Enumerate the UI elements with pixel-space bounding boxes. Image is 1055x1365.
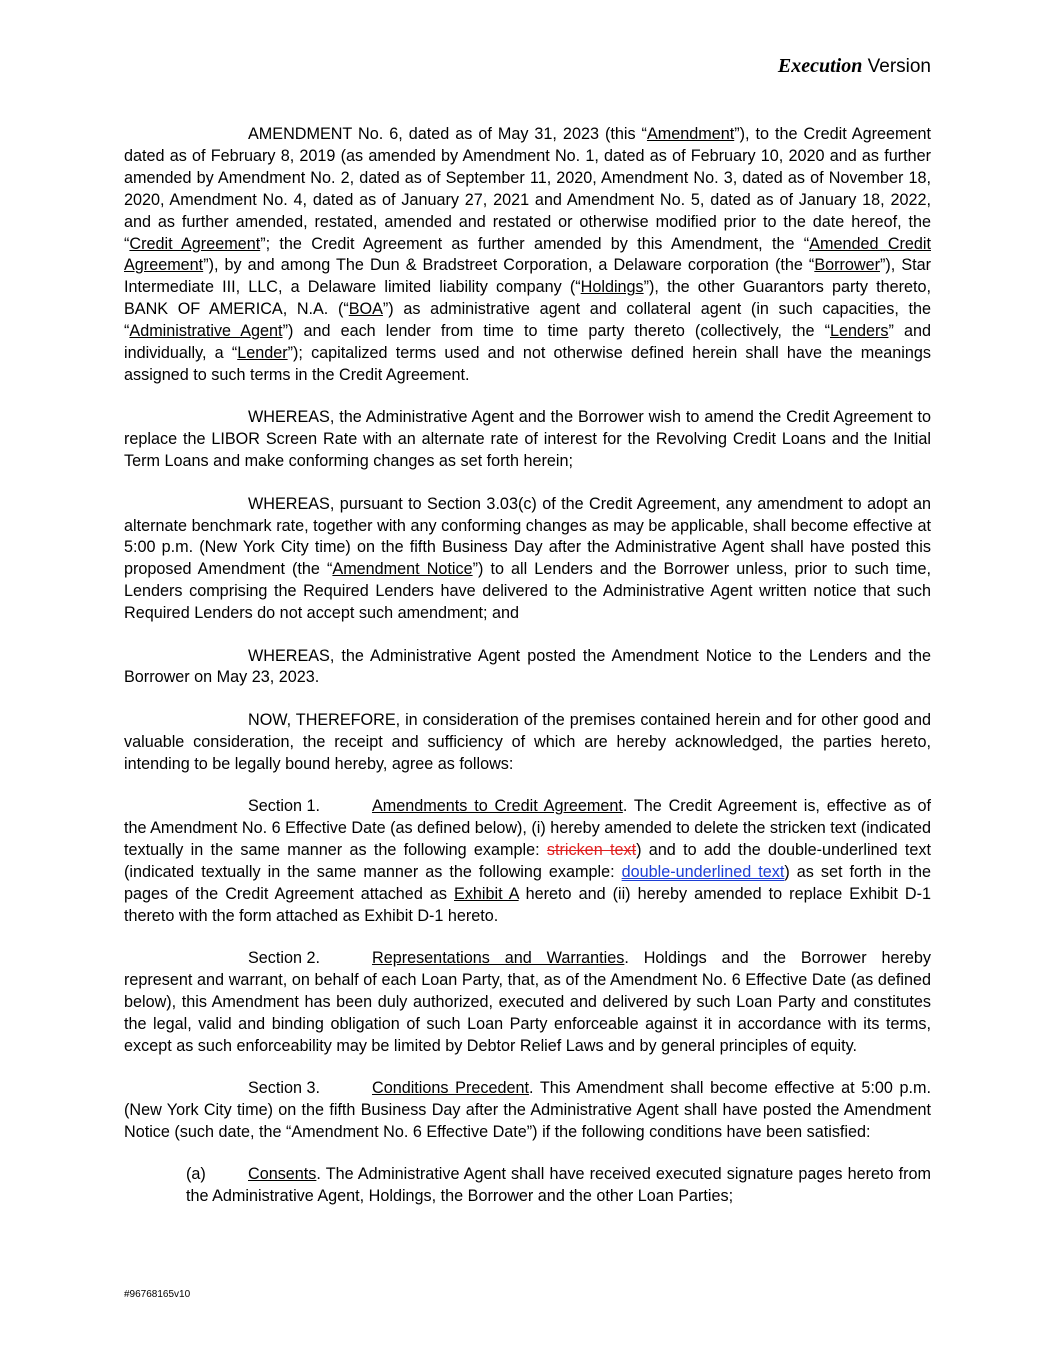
document-id-footer: #96768165v10 — [124, 1289, 191, 1300]
subsection-text: . The Administrative Agent shall have received executed signature pages hereto from the Administrative Agent, Holdings, the Borrower and the other Loan Parties; — [186, 1165, 931, 1206]
version-header-bold: Execution — [777, 55, 863, 77]
exhibit-a-reference: Exhibit A — [453, 884, 519, 903]
section-text: . The Credit Agreement is, effective as of the Amendment No. 6 Effective Date (as defined below), (i) hereby amended to delete the stricken text (indicated textually in the same manner as the following example: — [124, 797, 931, 859]
section-text: . This Amendment shall become effective at 5:00 p.m. (New York City time) on the fifth Business Day after the Administrative Agent shall have posted the Amendment Notice (such date, the “Amendment No. 6 Effective Date”) if the following conditions have been satisfied: — [124, 1079, 931, 1141]
version-header — [778, 55, 931, 78]
intro-text: ”; the Credit Agreement as further amended by this Amendment, the “ — [260, 234, 810, 253]
whereas-text: WHEREAS, pursuant to Section 3.03(c) of the Credit Agreement, any amendment to adopt an alternate benchmark rate, together with any conforming changes as may be applicable, shall become effective at 5:00 p.m. (New York City time) on the fifth Business Day after the Administrative Agent shall have posted this proposed Amendment (the “ — [124, 494, 931, 579]
defined-term-borrower: Borrower — [814, 256, 880, 275]
section-heading: Amendments to Credit Agreement — [372, 797, 623, 816]
section-text: hereto and (ii) hereby amended to replace Exhibit D-1 thereto with the form attached as Exhibit D-1 hereto. — [124, 884, 931, 925]
section-text: ) as set forth in the pages of the Credit Agreement attached as — [124, 862, 931, 903]
now-therefore-paragraph: NOW, THEREFORE, in consideration of the premises contained herein and for other good and valuable consideration, the receipt and sufficiency of which are hereby acknowledged, the parties hereto, intending to be legally bound hereby, agree as follows: — [124, 710, 931, 773]
subsection-a-paragraph — [124, 1164, 931, 1208]
intro-paragraph — [124, 124, 931, 387]
section-2-paragraph — [124, 948, 931, 1058]
defined-term-boa: BOA — [348, 300, 383, 319]
defined-term-administrative-agent: Administrative Agent — [129, 322, 283, 341]
whereas-paragraph-3: WHEREAS, the Administrative Agent posted the Amendment Notice to the Lenders and the Borrower on May 23, 2023. — [124, 646, 931, 687]
defined-term-amendment: Amendment — [646, 125, 735, 143]
defined-term-holdings: Holdings — [580, 278, 644, 297]
intro-text: ” and individually, a “ — [124, 322, 931, 363]
whereas-text: ”) to all Lenders and the Borrower unless, prior to such time, Lenders comprising the Required Lenders have delivered to the Administrative Agent written notice that such Required Lenders do not accept such amendment; and — [124, 560, 931, 623]
section-number: Section 1. — [248, 797, 320, 816]
section-text: ) and to add the double-underlined text (indicated textually in the same manner as the following example: — [124, 840, 931, 881]
intro-text: ”), by and among The Dun & Bradstreet Corporation, a Delaware corporation (the “ — [203, 256, 815, 275]
intro-text: ”); capitalized terms used and not otherwise defined herein shall have the meanings assigned to such terms in the Credit Agreement. — [124, 344, 931, 384]
section-number: Section 3. — [248, 1079, 320, 1098]
intro-text: ”), Star Intermediate III, LLC, a Delaware limited liability company (“ — [124, 256, 932, 297]
document-body — [124, 124, 931, 1229]
defined-term-credit-agreement: Credit Agreement — [129, 234, 261, 253]
intro-text: AMENDMENT No. 6, dated as of May 31, 2023 (this “ — [248, 125, 647, 143]
section-number: Section 2. — [248, 949, 320, 967]
section-text: . Holdings and the Borrower hereby represent and warrant, on behalf of each Loan Party, that, as of the Amendment No. 6 Effective Date (as defined below), this Amendment has been duly authorized, executed and delivered by such Loan Party and constitutes the legal, valid and binding obligation of such Loan Party enforceable against it in accordance with its terms, except as such enforceability may be limited by Debtor Relief Laws and by general principles of equity. — [124, 949, 931, 1055]
section-3-paragraph — [124, 1078, 931, 1144]
defined-term-amended-credit-agreement: Amended Credit Agreement — [124, 234, 931, 275]
intro-text: ”), to the Credit Agreement dated as of February 8, 2019 (as amended by Amendment No. 1, dated as of February 10, 2020 and as further amended by Amendment No. 2, dated as of September 11, 2020, Amendment No. 3, dated as of November 18, 2020, Amendment No. 4, dated as of January 27, 2021 and Amendment No. 5, dated as of January 18, 2022, and as further amended, restated, amended and restated or otherwise modified prior to the date hereof, the “ — [124, 125, 931, 253]
section-heading: Conditions Precedent — [372, 1079, 529, 1098]
section-1-paragraph — [124, 796, 931, 927]
whereas-paragraph-1: WHEREAS, the Administrative Agent and the Borrower wish to amend the Credit Agreement to replace the LIBOR Screen Rate with an alternate rate of interest for the Revolving Credit Loans and the Initial Term Loans and make conforming changes as set forth herein; — [124, 408, 931, 471]
version-header-rest: Version — [862, 56, 931, 77]
defined-term-lenders: Lenders — [829, 322, 889, 341]
subsection-label: (a) — [186, 1165, 206, 1184]
intro-text: ”), the other Guarantors party thereto, BANK OF AMERICA, N.A. (“ — [124, 278, 931, 319]
stricken-text-example: stricken text — [546, 840, 637, 859]
double-underlined-text-example: double-underlined text — [621, 862, 785, 881]
defined-term-lender: Lender — [237, 344, 288, 363]
intro-text: ”) as administrative agent and collateral agent (in such capacities, the “ — [124, 300, 931, 341]
defined-term-amendment-notice: Amendment Notice — [332, 560, 473, 579]
subsection-heading: Consents — [248, 1165, 317, 1184]
whereas-paragraph-2 — [124, 494, 931, 625]
section-heading: Representations and Warranties — [372, 949, 625, 967]
intro-text: ”) and each lender from time to time party thereto (collectively, the “ — [282, 322, 830, 341]
